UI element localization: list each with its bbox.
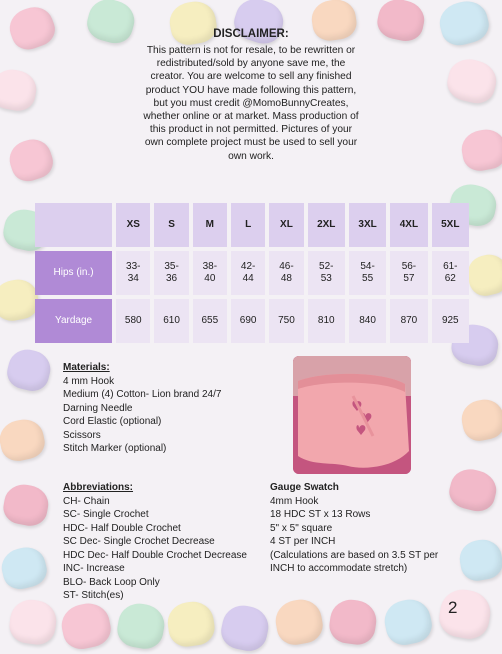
row-label-yardage: Yardage xyxy=(35,299,112,343)
abbreviations-section xyxy=(63,481,273,603)
materials-item: Medium (4) Cotton- Lion brand 24/7 xyxy=(63,389,222,400)
yardage-cell: 655 xyxy=(193,299,227,343)
gauge-item: (Calculations are based on 3.5 ST per INCH to accommodate stretch) xyxy=(270,549,439,574)
abbreviation-item: SC Dec- Single Crochet Decrease xyxy=(63,536,215,547)
abbreviation-item: BLO- Back Loop Only xyxy=(63,576,160,588)
yardage-cell: 610 xyxy=(154,299,188,343)
gauge-item: 4 ST per INCH xyxy=(270,536,336,547)
gauge-item: 5" x 5" square xyxy=(270,522,333,534)
hips-cell: 61- 62 xyxy=(432,251,469,295)
yardage-cell: 580 xyxy=(116,299,150,343)
materials-item: Scissors xyxy=(63,429,101,441)
gauge-title: Gauge Swatch xyxy=(270,482,339,493)
hips-row xyxy=(35,251,469,295)
materials-section xyxy=(63,361,288,456)
hips-cell: 52- 53 xyxy=(308,251,345,295)
materials-item: Darning Needle xyxy=(63,402,133,414)
size-header-xl: XL xyxy=(269,203,303,247)
finished-project-photo xyxy=(293,356,411,474)
size-header-l: L xyxy=(231,203,265,247)
yardage-cell: 870 xyxy=(390,299,427,343)
yardage-cell: 690 xyxy=(231,299,265,343)
materials-title: Materials: xyxy=(63,362,110,373)
size-header-4xl: 4XL xyxy=(390,203,427,247)
size-chart-table xyxy=(31,199,473,347)
yardage-cell: 840 xyxy=(349,299,386,343)
gauge-section xyxy=(270,481,445,576)
hips-cell: 46- 48 xyxy=(269,251,303,295)
gauge-item: 4mm Hook xyxy=(270,495,319,507)
abbreviation-item: HDC- Half Double Crochet xyxy=(63,522,181,534)
size-header-row xyxy=(35,203,469,247)
table-corner-cell xyxy=(35,203,112,247)
abbreviation-item: CH- Chain xyxy=(63,495,110,507)
abbreviation-item: INC- Increase xyxy=(63,563,125,574)
yardage-row xyxy=(35,299,469,343)
abbreviation-item: SC- Single Crochet xyxy=(63,509,149,520)
disclaimer-title: DISCLAIMER: xyxy=(213,28,289,40)
hips-cell: 56- 57 xyxy=(390,251,427,295)
yardage-cell: 810 xyxy=(308,299,345,343)
abbreviations-title: Abbreviations: xyxy=(63,482,134,493)
hips-cell: 38- 40 xyxy=(193,251,227,295)
page-number: 2 xyxy=(448,598,458,617)
size-header-3xl: 3XL xyxy=(349,203,386,247)
size-header-s: S xyxy=(154,203,188,247)
size-header-2xl: 2XL xyxy=(308,203,345,247)
size-header-m: M xyxy=(193,203,227,247)
abbreviation-item: ST- Stitch(es) xyxy=(63,590,124,601)
yardage-cell: 925 xyxy=(432,299,469,343)
row-label-hips: Hips (in.) xyxy=(35,251,112,295)
hips-cell: 42- 44 xyxy=(231,251,265,295)
materials-item: Cord Elastic (optional) xyxy=(63,416,162,427)
size-header-xs: XS xyxy=(116,203,150,247)
materials-item: Stitch Marker (optional) xyxy=(63,443,167,454)
hips-cell: 33- 34 xyxy=(116,251,150,295)
hips-cell: 35- 36 xyxy=(154,251,188,295)
size-header-5xl: 5XL xyxy=(432,203,469,247)
gauge-item: 18 HDC ST x 13 Rows xyxy=(270,509,371,520)
abbreviation-item: HDC Dec- Half Double Crochet Decrease xyxy=(63,549,247,561)
disclaimer-text: This pattern is not for resale, to be rewritten or redistributed/sold by anyone save me, the creator. You are welcome to sell any finished product YOU have made following this pattern, but you must credit @MomoBunnyCreates, whether online or at market. Mass production of this product in not permitted. Pictures of your own complete project must be used to sell your own work. xyxy=(143,45,359,162)
materials-item: 4 mm Hook xyxy=(63,375,115,387)
crochet-shorts-image xyxy=(293,356,411,474)
hips-cell: 54- 55 xyxy=(349,251,386,295)
yardage-cell: 750 xyxy=(269,299,303,343)
